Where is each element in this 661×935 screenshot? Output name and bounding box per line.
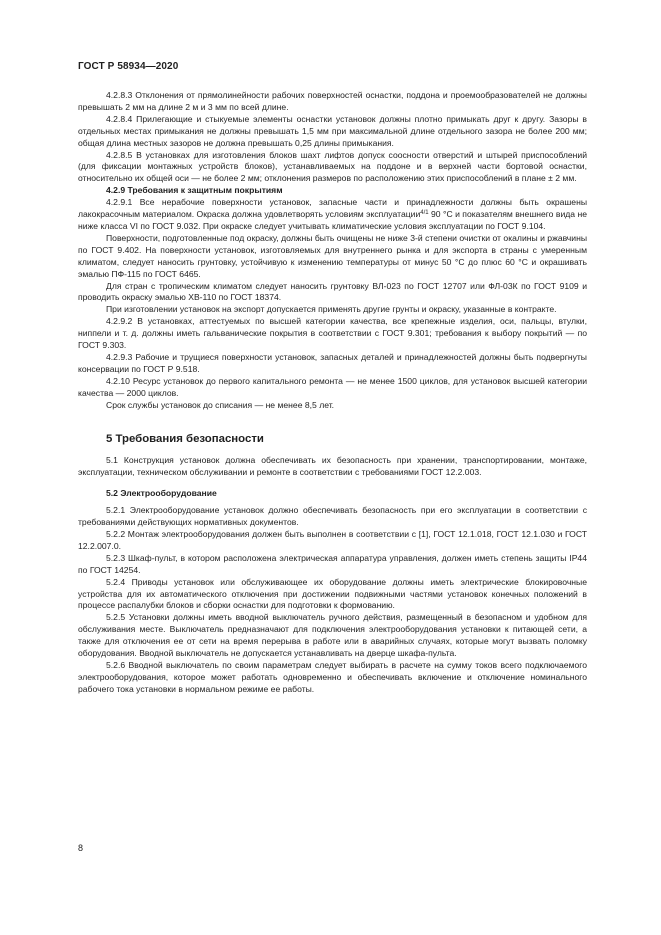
subsection-heading-4-2-9: 4.2.9 Требования к защитным покрытиям (106, 185, 283, 196)
document-code: ГОСТ Р 58934—2020 (78, 61, 179, 72)
paragraph-surface-prep: Поверхности, подготовленные под окраску, должны быть очищены не ниже 3-й степени очистки от окалины и ржавчины по ГОСТ 9.402. На поверхности установок, изготовляемых для внутреннего рынка и для экспорта в страны с умеренным климатом, следует наносить грунтовку, устойчивую к изменению температуры от минус 50 °С до плюс 60 °С и окрашивать эмалью ПФ-115 по ГОСТ 6465. (78, 232, 587, 279)
subsection-heading-5-2: 5.2 Электрооборудование (106, 488, 217, 499)
paragraph-5-2-2: 5.2.2 Монтаж электрооборудования должен быть выполнен в соответствии с [1], ГОСТ 12.1.018, ГОСТ 12.1.030 и ГОСТ 12.2.007.0. (78, 529, 587, 551)
paragraph-5-2-4: 5.2.4 Приводы установок или обслуживающее их оборудование должны иметь электрические блокировочные устройства для их автоматического отключения при достижении подвижными частями установок конечных положений в процессе распалубки блоков и сборки оснастки для подготовки к формованию. (78, 576, 587, 611)
paragraph-5-2-5: 5.2.5 Установки должны иметь вводной выключатель ручного действия, размещенный в безопасном и удобном для обслуживания месте. Выключатель предназначают для подключения электрооборудования установки к питающей сети, а также для отключения ее от сети на время перерыва в работе или в аварийных случаях, которые могут вызвать поломку оборудования. Вводной выключатель не допускается устанавливать на дверце шкафа-пульта. (78, 612, 587, 659)
paragraph-4-2-9-3: 4.2.9.3 Рабочие и трущиеся поверхности установок, запасных деталей и принадлежностей должны быть подвергнуты консервации по ГОСТ Р 9.518. (78, 351, 587, 374)
paragraph-4-2-9-1-text: 4.2.9.1 Все нерабочие поверхности установок, запасные части и принадлежности должны быть окрашены лакокрасочным материалом. Окраска должна удовлетворять условиям эксплуатации (78, 197, 587, 220)
document-body (78, 90, 587, 696)
section-heading-5: 5 Требования безопасности (106, 433, 264, 446)
paragraph-4-2-8-4: 4.2.8.4 Прилегающие и стыкуемые элементы оснастки установок должны плотно примыкать друг к другу. Зазоры в отдельных местах примыкания не должны превышать 1,5 мм при максимальной длине отдельного зазора не более 200 мм; общая длина местных зазоров не должна превышать 0,25 длины примыкания. (78, 113, 587, 148)
paragraph-4-2-8-5: 4.2.8.5 В установках для изготовления блоков шахт лифтов допуск соосности отверстий и штырей приспособлений (для фиксации монтажных устройств блоков), устанавливаемых на поддоне и в верхней части бортовой оснастки, относительно их общей оси — не более 2 мм; отклонения размеров по расположению этих приспособлений в плане ± 2 мм. (78, 149, 587, 184)
paragraph-4-2-9-1-text-cont: 90 °С и показателям внешнего вида не ниже класса VI по ГОСТ 9.032. При окраске следует учитывать климатические условия эксплуатации по ГОСТ 9.104. (78, 209, 587, 231)
paragraph-tropical: Для стран с тропическим климатом следует наносить грунтовку ВЛ-023 по ГОСТ 12707 или ФЛ-03К по ГОСТ 9109 и проводить окраску эмалью ХВ-110 по ГОСТ 18374. (78, 280, 587, 303)
paragraph-export: При изготовлении установок на экспорт допускается применять другие грунты и окраску, указанные в контракте. (106, 304, 557, 315)
paragraph-4-2-10: 4.2.10 Ресурс установок до первого капитального ремонта — не менее 1500 циклов, для установок высшей категории качества — 2000 циклов. (78, 375, 587, 398)
page-number: 8 (78, 843, 84, 853)
paragraph-4-2-9-2: 4.2.9.2 В установках, аттестуемых по высшей категории качества, все крепежные изделия, оси, пальцы, втулки, ниппели и т. д. должны иметь гальванические покрытия в соответствии с ГОСТ 9.301; требования к выбору покрытий — по ГОСТ 9.303. (78, 316, 587, 351)
paragraph-service-life: Срок службы установок до списания — не менее 8,5 лет. (106, 399, 335, 410)
paragraph-5-2-3: 5.2.3 Шкаф-пульт, в котором расположена электрическая аппаратура управления, должен иметь степень защиты IP44 по ГОСТ 14254. (78, 552, 587, 575)
paragraph-5-2-1: 5.2.1 Электрооборудование установок должно обеспечивать безопасность при его эксплуатации в соответствии с требованиями действующих нормативных документов. (78, 505, 587, 528)
paragraph-4-2-8-3: 4.2.8.3 Отклонения от прямолинейности рабочих поверхностей оснастки, поддона и проемообразователей не должны превышать 2 мм на длине 2 м и 3 мм по всей длине. (78, 90, 587, 112)
paragraph-5-2-6: 5.2.6 Вводной выключатель по своим параметрам следует выбирать в расчете на сумму токов всего подключаемого электрооборудования, которое может работать одновременно и обеспечивать включение и отключение номинального рабочего тока установки в нормальном режиме ее работы. (78, 659, 587, 694)
paragraph-5-1: 5.1 Конструкция установок должна обеспечивать их безопасность при хранении, транспортировании, монтаже, эксплуатации, техническом обслуживании и ремонте в соответствии с требованиями ГОСТ 12.2.003. (78, 455, 587, 478)
paragraph-4-2-9-1 (78, 197, 587, 233)
superscript: 4/1 (420, 210, 429, 217)
